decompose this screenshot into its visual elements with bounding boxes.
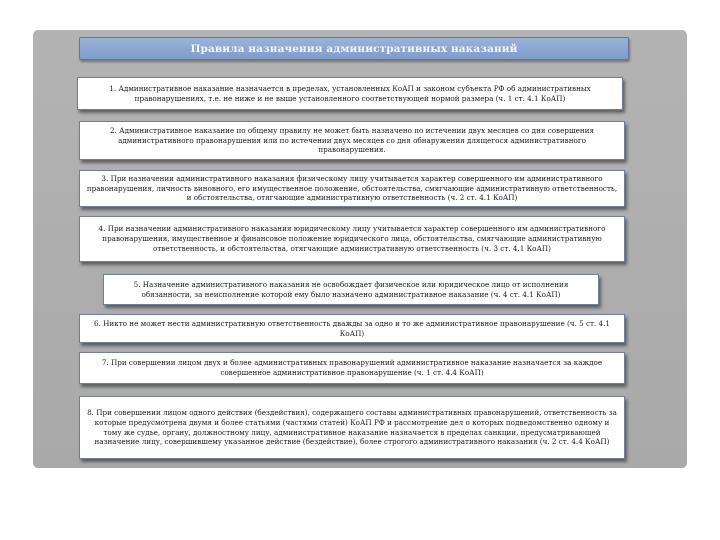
rule-box-8 <box>79 396 625 459</box>
rule-box-6 <box>79 314 625 343</box>
rule-box-3 <box>79 170 625 207</box>
rule-text-6: 6. Никто не может нести административную ответственность дважды за одно и то же административное правонарушение (ч. 5 ст. 4.1 КоАП) <box>94 318 610 338</box>
rule-text-5: 5. Назначение административного наказания не освобождает физическое или юридическое лицо от исполнения обязанности, за неисполнение которой ему было назначено административное наказание (ч. 4 ст. 4.1 КоАП) <box>133 279 569 299</box>
page-title: Правила назначения административных наказаний <box>190 42 518 55</box>
rule-box-7 <box>79 352 625 384</box>
rule-box-1 <box>77 77 623 110</box>
rule-text-1: 1. Административное наказание назначается в пределах, установленных КоАП и законом субъекта РФ об административных правонарушениях, т.е. не ниже и не выше установленного соответствующей нормой размера (ч. 1 ст. 4.1 КоАП) <box>109 83 591 103</box>
rule-text-2: 2. Административное наказание по общему правилу не может быть назначено по истечении двух месяцев со дня совершения административного правонарушения или по истечении двух месяцев со дня обнаружения длящегося административного правонарушения. <box>109 125 594 155</box>
rule-text-7: 7. При совершении лицом двух и более административных правонарушений административное наказание назначается за каждое совершенное административное правонарушение (ч. 1 ст. 4.4 КоАП) <box>101 358 603 377</box>
title-banner <box>79 37 629 60</box>
rule-text-4: 4. При назначении административного наказания юридическому лицу учитывается характер совершенного им административного правонарушения, имущественное и финансовое положение юридического лица, обстоятельства, смягчающие административную ответственность, и обстоятельства, отягчающие административную ответственность (ч. 3 ст. 4.1 КоАП) <box>98 224 606 253</box>
rule-box-2 <box>79 121 625 160</box>
rule-box-4 <box>79 216 625 262</box>
rule-text-3: 3. При назначении административного наказания физическому лицу учитывается характер совершенного им административного правонарушения, личность виновного, его имущественное положение, обстоятельства, смягчающие административную ответственность, и обстоятельства, отягчающие административную ответственность (ч. 2 ст. 4.1 КоАП) <box>86 173 618 203</box>
rule-box-5 <box>103 274 599 305</box>
rule-text-8: 8. При совершении лицом одного действия (бездействия), содержащего составы административных правонарушений, ответственность за которые предусмотрена двумя и более статьями (частями статей) КоАП РФ и рассмотрение дел о которых подведомственно одному и тому же судье, органу, должностному лицу, административное наказание назначается в пределах санкции, предусматривающей назначение лицу, совершившему указанное действие (бездействие), более строгого административного наказания (ч. 2 ст. 4.4 КоАП) <box>87 408 617 447</box>
